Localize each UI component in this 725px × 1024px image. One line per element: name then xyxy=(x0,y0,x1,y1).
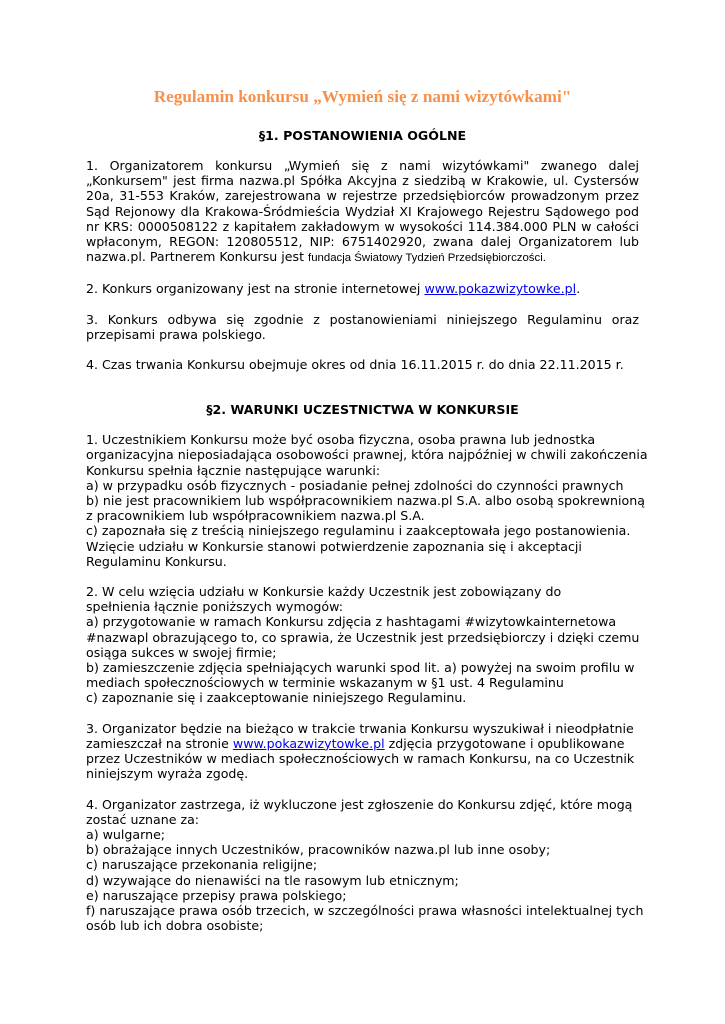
text-line: Konkursu spełnia łącznie następujące warunki: xyxy=(86,462,381,478)
section-1-paragraph-2-text: 2. Konkurs organizowany jest na stronie internetowej xyxy=(86,281,425,297)
website-link[interactable]: www.pokazwizytowke.pl xyxy=(232,735,385,751)
text-line: a) przygotowanie w ramach Konkursu zdjęcia z hashtagami #wizytowkainternetowa xyxy=(86,614,617,630)
section-1-paragraph-1-text: 1. Organizatorem konkursu „Wymień się z nami wizytówkami" zwanego dalej „Konkursem" jest firma nazwa.pl Spółka Akcyjna z siedzibą w Krakowie, ul. Cystersów 20a, 31-553 Kraków, zarejestrowana w rejestrze przedsiębiorców prowadzonym przez Sąd Rejonowy dla Krakowa-Śródmieścia Wydział XI Krajowego Rejestru Sądowego pod nr KRS: 0000508122 z kapitałem zakładowym w wysokości 114.384.000 PLN w całości wpłaconym, REGON: 120805512, NIP: 6751402920, zwana dalej Organizatorem lub nazwa.pl. Partnerem Konkursu jest xyxy=(86,158,639,265)
text-line: Regulaminu Konkursu. xyxy=(86,553,227,569)
section-1-paragraph-1 xyxy=(86,158,639,266)
text-line: organizacyjna nieposiadająca osobowości prawnej, która najpóźniej w chwili zakończenia xyxy=(86,447,648,463)
section-1-paragraph-2 xyxy=(86,281,639,296)
text-line: 2. W celu wzięcia udziału w Konkursie każdy Uczestnik jest zobowiązany do xyxy=(86,584,562,600)
text-fragment: zdjęcia przygotowane i opublikowane xyxy=(384,735,625,751)
text-line: 4. Organizator zastrzega, iż wykluczone jest zgłoszenie do Konkursu zdjęć, które mogą xyxy=(86,796,633,812)
section-2-paragraph-3 xyxy=(86,721,639,782)
document-title: Regulamin konkursu „Wymień się z nami wizytówkami" xyxy=(153,87,572,106)
text-fragment: zamieszczał na stronie xyxy=(86,735,233,751)
section-2-paragraph-4 xyxy=(86,796,644,934)
section-2-paragraph-2 xyxy=(86,584,639,706)
partner-name: fundacja Światowy Tydzień Przedsiębiorczości. xyxy=(308,252,546,265)
text-line: c) naruszające przekonania religijne; xyxy=(86,857,318,873)
section-1-paragraph-3: 3. Konkurs odbywa się zgodnie z postanowieniami niniejszego Regulaminu oraz przepisami prawa polskiego. xyxy=(86,311,639,342)
text-line: b) zamieszczenie zdjęcia spełniających warunki spod lit. a) powyżej na swoim profilu w xyxy=(86,660,635,676)
text-line: przez Uczestników w mediach społecznościowych w ramach Konkursu, na co Uczestnik xyxy=(86,751,635,767)
text-line: 3. Organizator będzie na bieżąco w trakcie trwania Konkursu wyszukiwał i nieodpłatnie xyxy=(86,720,634,736)
section-1-paragraph-2-end: . xyxy=(576,281,581,297)
text-line: osiąga sukces w swojej firmie; xyxy=(86,644,277,660)
text-line: 1. Uczestnikiem Konkursu może być osoba fizyczna, osoba prawna lub jednostka xyxy=(86,432,596,448)
text-line: niniejszym wyraża zgodę. xyxy=(86,766,249,782)
text-line: #nazwapl obrazującego to, co sprawia, że Uczestnik jest przedsiębiorczy i dzięki czemu xyxy=(86,629,640,645)
text-line: d) wzywające do nienawiści na tle rasowym lub etnicznym; xyxy=(86,872,459,888)
text-line: Wzięcie udziału w Konkursie stanowi potwierdzenie zapoznania się i akceptacji xyxy=(86,538,582,554)
text-line: osób lub ich dobra osobiste; xyxy=(86,918,264,934)
website-link[interactable]: www.pokazwizytowke.pl xyxy=(424,281,577,297)
text-line: a) wulgarne; xyxy=(86,826,166,842)
text-line: c) zapoznała się z treścią niniejszego regulaminu i zaakceptowała jego postanowienia. xyxy=(86,523,631,539)
text-line: b) nie jest pracownikiem lub współpracownikiem nazwa.pl S.A. albo osobą spokrewnioną xyxy=(86,493,645,509)
text-line: zostać uznane za: xyxy=(86,811,200,827)
section-1-heading: §1. POSTANOWIENIA OGÓLNE xyxy=(258,128,467,143)
section-1-paragraph-4: 4. Czas trwania Konkursu obejmuje okres od dnia 16.11.2015 r. do dnia 22.11.2015 r. xyxy=(86,357,624,373)
text-line: b) obrażające innych Uczestników, pracowników nazwa.pl lub inne osoby; xyxy=(86,842,551,858)
text-line: a) w przypadku osób fizycznych - posiadanie pełnej zdolności do czynności prawnych xyxy=(86,477,624,493)
section-2-paragraph-1 xyxy=(86,432,648,569)
text-line: mediach społecznościowych w terminie wskazanym w §1 ust. 4 Regulaminu xyxy=(86,675,564,691)
text-line: z pracownikiem lub współpracownikiem nazwa.pl S.A. xyxy=(86,508,425,524)
text-line: spełnienia łącznie poniższych wymogów: xyxy=(86,599,343,615)
section-2-heading: §2. WARUNKI UCZESTNICTWA W KONKURSIE xyxy=(206,402,519,418)
text-line: c) zapoznanie się i zaakceptowanie niniejszego Regulaminu. xyxy=(86,690,467,706)
text-line: f) naruszające prawa osób trzecich, w szczególności prawa własności intelektualnej tych xyxy=(86,902,644,918)
text-line xyxy=(86,736,639,751)
text-line: e) naruszające przepisy prawa polskiego; xyxy=(86,887,347,903)
